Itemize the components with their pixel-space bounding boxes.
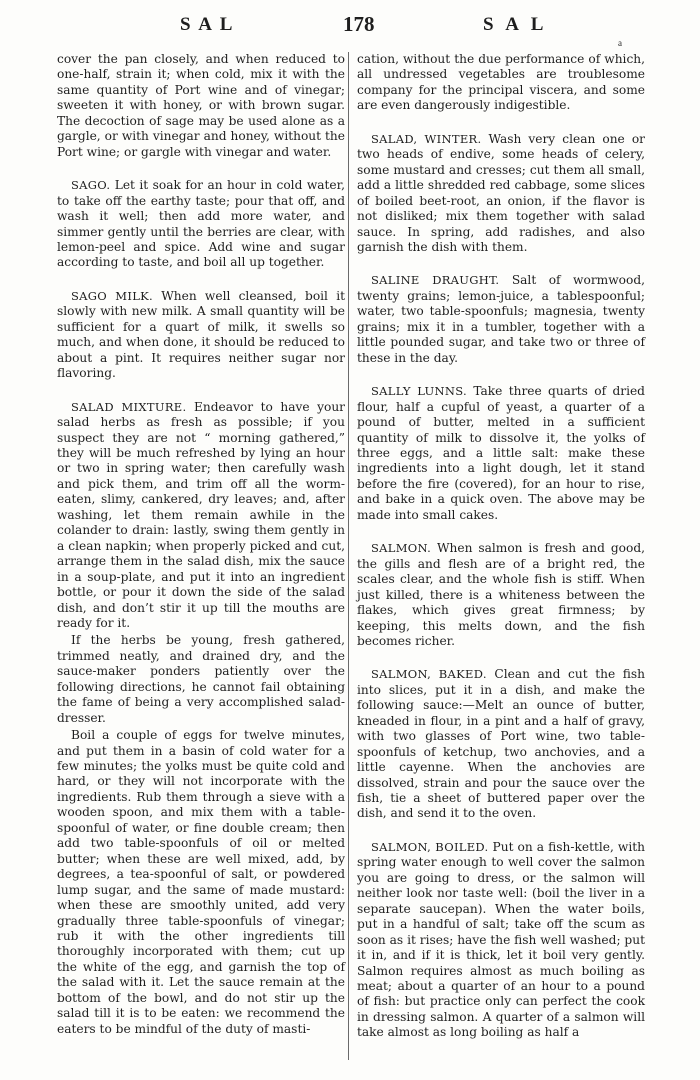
entry-saline-draught (357, 273, 645, 366)
running-head-left: S A L (180, 14, 235, 35)
entry-text: Endeavor to have your salad herbs as fresh as possible; if you suspect they are not “ morning gathered,” they will be much refreshed by lying an hour or two in spring water; then carefully wash and pick them, and trim off all the worm-eaten, slimy, cankered, dry leaves; and, after washing, let them remain awhile in the colander to drain: lastly, swing them gently in a clean napkin; when properly picked and cut, arrange them in the salad dish, mix the sauce in a soup-plate, and put it into an ingredient bottle, or pour it down the side of the salad dish, and don’t stir it up till the mouths are ready for it. (57, 399, 345, 630)
entry-text: Let it soak for an hour in cold water, to take off the earthy taste; pour that off, and wash it well; then add more water, and simmer gently until the berries are clear, with lemon-peel and spice. Add wine and sugar according to taste, and boil all up together. (57, 178, 345, 270)
entry-text: Wash very clean one or two heads of endive, some heads of celery, some mustard and cresses; cut them all small, add a little shredded red cabbage, some slices of boiled beet-root, an onion, if the flavor is not disliked; mix them together with salad sauce. In spring, add radishes, and also garnish the dish with them. (357, 131, 645, 254)
continued-text: cation, without the due performance of which, all undressed vegetables are troublesome company for the principal viscera, and some are even dangerously indigestible. (357, 52, 645, 113)
printer-mark: a (618, 38, 622, 48)
continued-text: cover the pan closely, and when reduced to one-half, strain it; when cold, mix it with the same quantity of Port wine and of vinegar; sweeten it with honey, or with brown sugar. The decoction of sage may be used alone as a gargle, or with vinegar and honey, without the Port wine; or gargle with vinegar and water. (57, 52, 345, 159)
entry-salad-mixture (57, 400, 345, 632)
entry-paragraph: If the herbs be young, fresh gathered, trimmed neatly, and drained dry, and the sauce-maker ponders patiently over the following directions, he cannot fail obtaining the fame of being a very accomplished salad-dresser. (57, 633, 345, 725)
column-divider (348, 52, 349, 1060)
page-header (58, 12, 644, 48)
entry-sago-milk (57, 289, 345, 382)
running-head-right: S A L (483, 14, 548, 35)
page-number: 178 (343, 12, 375, 36)
entry-text: When salmon is fresh and good, the gills and flesh are of a bright red, the scales clear, and the whole fish is stiff. When just killed, there is a whiteness between the flakes, which gives great firmness; by keeping, this melts down, and the fish becomes richer. (357, 541, 645, 648)
entry-salad-winter (357, 132, 645, 256)
entry-heading: SAGO. (71, 178, 111, 193)
entry-heading: SAGO MILK. (71, 288, 154, 303)
entry-text: Put on a fish-kettle, with spring water enough to well cover the salmon you are going to dress, or the salmon will neither look nor taste well: (boil the liver in a separate saucepan). When the water boils, put in a handful of salt; take off the scum as soon as it rises; have the fish well washed; put it in, and if it is thick, let it boil very gently. Salmon requires almost as much boiling as meat; about a quarter of an hour to a pound of fish: but practice only can perfect the cook in dressing salmon. A quarter of a salmon will take almost as long boiling as half a (357, 839, 645, 1040)
entry-text: Clean and cut the fish into slices, put it in a dish, and make the following sauce:—Melt an ounce of butter, kneaded in flour, in a pint and a half of gravy, with two glasses of Port wine, two table-spoonfuls of ketchup, two anchovies, and a little cayenne. When the anchovies are dissolved, strain and pour the sauce over the fish, tie a sheet of buttered paper over the dish, and send it to the oven. (357, 667, 645, 821)
entry-heading: SALAD, WINTER. (371, 131, 482, 146)
entry-salmon-baked (357, 667, 645, 822)
entry-heading: SALAD MIXTURE. (71, 399, 187, 414)
entry-text: When well cleansed, boil it slowly with new milk. A small quantity will be sufficient for a quart of milk, it swells so much, and when done, it should be reduced to about a pint. It requires neither sugar nor flavoring. (57, 288, 345, 381)
entry-heading: SALINE DRAUGHT. (371, 273, 500, 288)
right-column (357, 52, 645, 1059)
entry-salmon-boiled (357, 840, 645, 1041)
entry-text: Salt of wormwood, twenty grains; lemon-juice, a tablespoonful; water, two table-spoonfuls; magnesia, twenty grains; mix it in a tumbler, together with a little pounded sugar, and take two or three of these in the day. (357, 273, 645, 365)
entry-heading: SALMON, BAKED. (371, 667, 487, 682)
entry-paragraph: Boil a couple of eggs for twelve minutes, and put them in a basin of cold water for a few minutes; the yolks must be quite cold and hard, or they will not incorporate with the ingredients. Rub them through a sieve with a wooden spoon, and mix them with a table-spoonful of water, or fine double cream; then add two table-spoonfuls of oil or melted butter; when these are well mixed, add, by degrees, a tea-spoonful of salt, or powdered lump sugar, and the same of made mustard: when these are smoothly united, add very gradually three table-spoonfuls of vinegar; rub it with the other ingredients till thoroughly incorporated with them; cut up the white of the egg, and garnish the top of the salad with it. Let the sauce remain at the bottom of the bowl, and do not stir up the salad till it is to be eaten: we recommend the eaters to be mindful of the duty of masti- (57, 728, 345, 1036)
entry-sago (57, 178, 345, 271)
entry-heading: SALLY LUNNS. (371, 384, 467, 399)
entry-text: Take three quarts of dried flour, half a cupful of yeast, a quarter of a pound of butter, melted in a sufficient quantity of milk to dissolve it, the yolks of three eggs, and a little salt: make these ingredients into a light dough, let it stand before the fire (covered), for an hour to rise, and bake in a quick oven. The above may be made into small cakes. (357, 384, 645, 522)
left-column (57, 52, 345, 1039)
entry-heading: SALMON. (371, 541, 432, 556)
entry-salmon (357, 541, 645, 649)
entry-sally-lunns (357, 384, 645, 523)
entry-heading: SALMON, BOILED. (371, 839, 489, 854)
